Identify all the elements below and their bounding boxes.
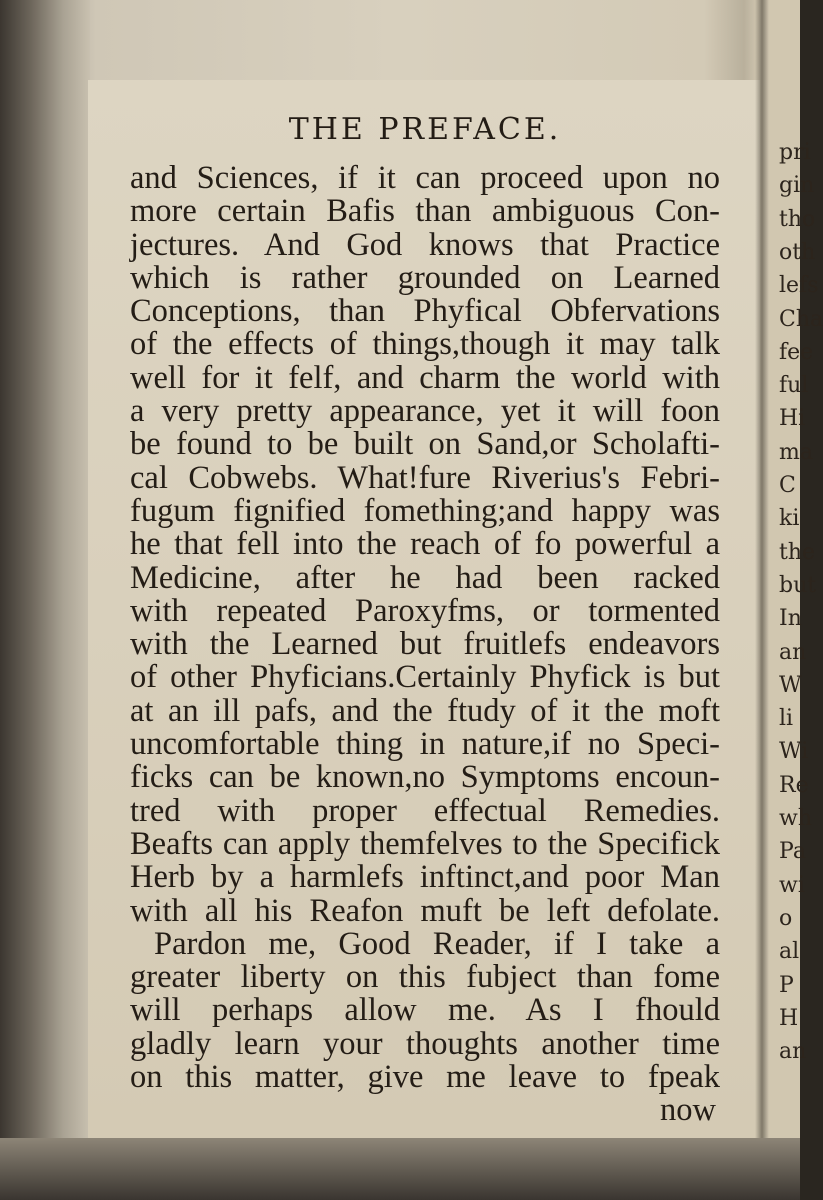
text-line: ficks can be known,no Symptoms encoun- xyxy=(130,759,720,796)
page-body-text xyxy=(130,162,720,1128)
text-line: gladly learn your thoughts another time xyxy=(130,1025,720,1062)
adjacent-page-fragment: ma xyxy=(779,439,813,465)
adjacent-page-fragment: ki xyxy=(779,506,800,532)
text-line: jectures. And God knows that Practice xyxy=(130,226,720,263)
adjacent-page-fragment: fee xyxy=(779,339,814,365)
book-left-edge xyxy=(0,0,90,1200)
adjacent-page-fragment: an xyxy=(779,1039,807,1065)
text-line: Conceptions, than Phyfical Obfervations xyxy=(130,293,720,330)
adjacent-page-fragment: In xyxy=(779,606,802,632)
text-line: tred with proper effectual Remedies. xyxy=(130,792,720,829)
adjacent-page-edge xyxy=(769,0,823,1200)
adjacent-page-fragment: C xyxy=(779,473,796,498)
text-line: Pardon me, Good Reader, if I take a xyxy=(154,925,720,962)
adjacent-page-fragment: gin xyxy=(779,173,815,199)
text-line: with repeated Paroxyfms, or tormented xyxy=(130,592,720,629)
adjacent-page-fragment: H xyxy=(779,1005,799,1031)
text-line: with the Learned but fruitlefs endeavors xyxy=(130,626,720,663)
text-line: will perhaps allow me. As I fhould xyxy=(130,992,720,1029)
text-line: well for it felf, and charm the world with xyxy=(130,359,720,396)
adjacent-page-fragment: wh xyxy=(779,806,812,831)
text-line: cal Cobwebs. What!fure Riverius's Febri- xyxy=(130,459,720,496)
text-line: on this matter, give me leave to fpeak xyxy=(130,1059,720,1096)
adjacent-page-fragment: ful xyxy=(779,373,809,399)
adjacent-page-fragment: lefs xyxy=(779,273,819,299)
text-line: Medicine, after he had been racked xyxy=(130,559,720,596)
text-line: a very pretty appearance, yet it will foon xyxy=(130,393,720,430)
adjacent-page-fragment: pri xyxy=(779,140,811,165)
catchword: now xyxy=(660,1092,716,1129)
adjacent-page-fragment: the xyxy=(779,539,816,565)
text-line: he that fell into the reach of fo powerful a xyxy=(130,526,720,563)
adjacent-page-fragment: but xyxy=(779,572,817,598)
text-line: be found to be built on Sand,or Scholafti- xyxy=(130,426,720,463)
running-header: THE PREFACE. xyxy=(288,112,562,147)
adjacent-page-fragment: o xyxy=(779,905,793,931)
text-line: of other Phyficians.Certainly Phyfick is but xyxy=(130,659,720,696)
adjacent-page-fragment: P xyxy=(779,972,794,998)
text-line: uncomfortable thing in nature,if no Speci- xyxy=(130,726,720,763)
text-line: with all his Reafon muft be left defolate. xyxy=(130,892,720,929)
adjacent-page-fragment: tho xyxy=(779,206,816,232)
text-line: Herb by a harmlefs inftinct,and poor Man xyxy=(130,859,720,896)
adjacent-page-fragment: Wi xyxy=(779,739,809,765)
adjacent-page-fragment: al xyxy=(779,939,800,965)
text-line: Beafts can apply themfelves to the Specifick xyxy=(130,825,720,862)
text-line: which is rather grounded on Learned xyxy=(130,259,720,296)
text-line: at an ill pafs, and the ftudy of it the moft xyxy=(130,692,720,729)
adjacent-page-fragment: an xyxy=(779,639,807,665)
text-line: of the effects of things,though it may talk xyxy=(130,326,720,363)
text-line: fugum fignified fomething;and happy was xyxy=(130,492,720,529)
adjacent-page-fragment: li xyxy=(779,706,794,732)
gutter-shadow xyxy=(755,0,769,1200)
adjacent-page-fragment: Cha xyxy=(779,306,823,332)
adjacent-page-fragment: wi xyxy=(779,872,805,898)
adjacent-page-fragment: Re xyxy=(779,772,809,798)
text-line: greater liberty on this fubject than fome xyxy=(130,959,720,996)
adjacent-page-fragment: W xyxy=(779,672,802,698)
adjacent-page-fragment: Pa xyxy=(779,839,806,865)
adjacent-page-fragment: oth xyxy=(779,239,816,265)
text-line: more certain Bafis than ambiguous Con- xyxy=(130,193,720,230)
text-line: and Sciences, if it can proceed upon no xyxy=(130,160,720,196)
adjacent-page-fragment: Hi xyxy=(779,406,806,432)
book-bottom-edge xyxy=(0,1138,800,1200)
